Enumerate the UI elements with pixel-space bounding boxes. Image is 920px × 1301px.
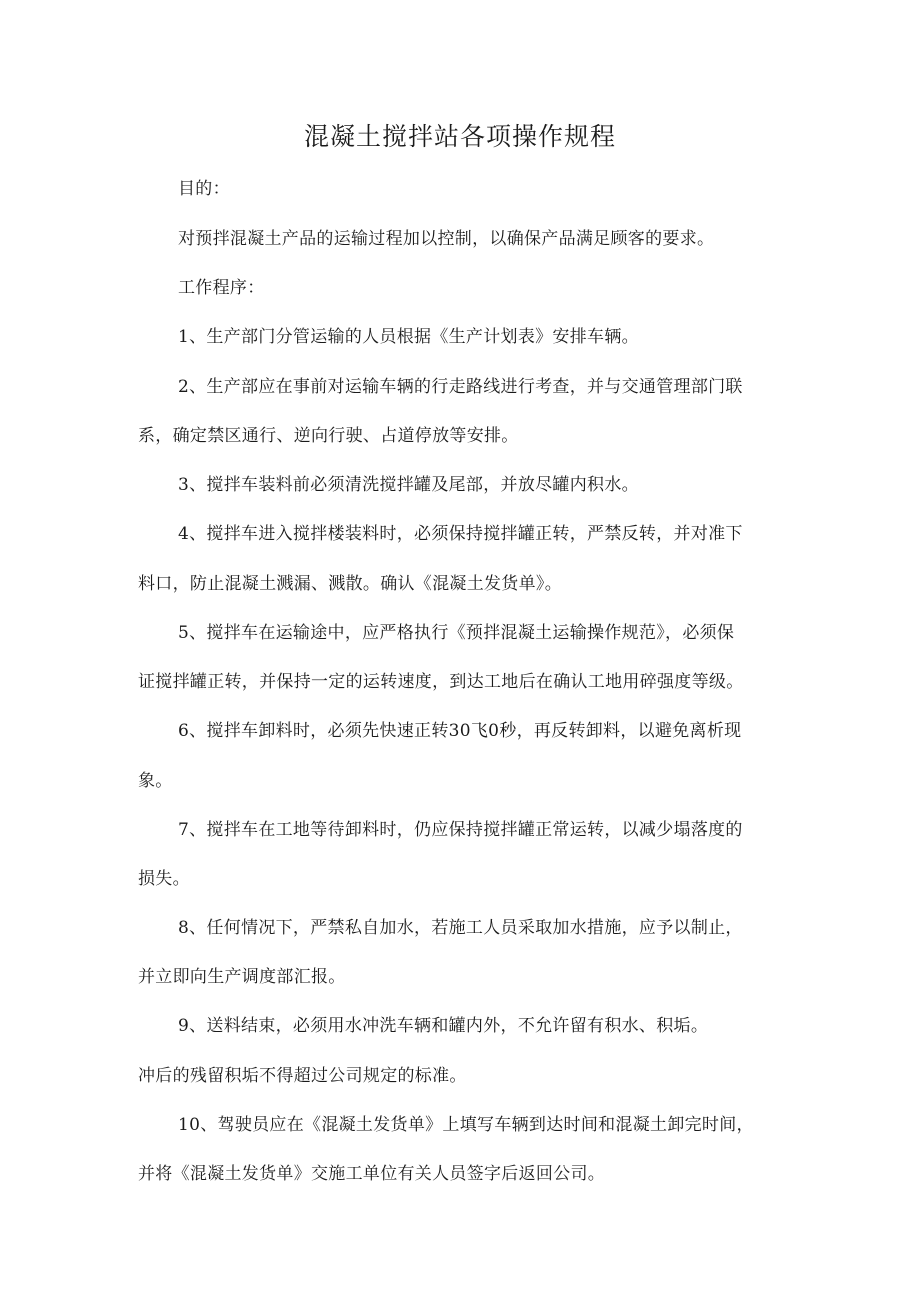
step-8-line-1: 8、任何情况下，严禁私自加水，若施工人员采取加水措施，应予以制止， <box>178 918 743 938</box>
step-5-line-2: 证搅拌罐正转，并保持一定的运转速度，到达工地后在确认工地用碎强度等级。 <box>138 672 744 692</box>
step-9-line-2: 冲后的残留积垢不得超过公司规定的标准。 <box>138 1066 467 1086</box>
step-7-line-2: 损失。 <box>138 869 190 889</box>
step-2-line-1: 2、生产部应在事前对运输车辆的行走路线进行考查，并与交通管理部门联 <box>178 377 743 397</box>
purpose-heading: 目的： <box>178 179 230 199</box>
step-7-line-1: 7、搅拌车在工地等待卸料时，仍应保持搅拌罐正常运转，以减少塌落度的 <box>178 820 743 840</box>
step-4-line-1: 4、搅拌车进入搅拌楼装料时，必须保持搅拌罐正转，严禁反转，并对准下 <box>178 524 743 544</box>
purpose-text: 对预拌混凝土产品的运输过程加以控制，以确保产品满足顾客的要求。 <box>178 229 715 249</box>
document-title: 混凝土搅拌站各项操作规程 <box>303 122 616 151</box>
step-10-line-2: 并将《混凝土发货单》交施工单位有关人员签字后返回公司。 <box>138 1164 606 1184</box>
step-6-line-2: 象。 <box>138 771 173 791</box>
step-2-line-2: 系，确定禁区通行、逆向行驶、占道停放等安排。 <box>138 426 519 446</box>
step-1: 1、生产部门分管运输的人员根据《生产计划表》安排车辆。 <box>178 327 639 347</box>
step-3: 3、搅拌车装料前必须清洗搅拌罐及尾部，并放尽罐内积水。 <box>178 475 639 495</box>
step-10-line-1: 10、驾驶员应在《混凝土发货单》上填写车辆到达时间和混凝土卸完时间， <box>178 1115 754 1135</box>
step-4-line-2: 料口，防止混凝土溅漏、溅散。确认《混凝土发货单》。 <box>138 574 562 594</box>
step-8-line-2: 并立即向生产调度部汇报。 <box>138 967 346 987</box>
procedure-heading: 工作程序： <box>178 278 265 298</box>
step-9-line-1: 9、送料结束，必须用水冲洗车辆和罐内外，不允许留有积水、积垢。 <box>178 1016 709 1036</box>
step-5-line-1: 5、搅拌车在运输途中，应严格执行《预拌混凝土运输操作规范》，必须保 <box>178 623 735 643</box>
step-6-line-1: 6、搅拌车卸料时，必须先快速正转30飞0秒，再反转卸料，以避免离析现 <box>178 721 742 741</box>
